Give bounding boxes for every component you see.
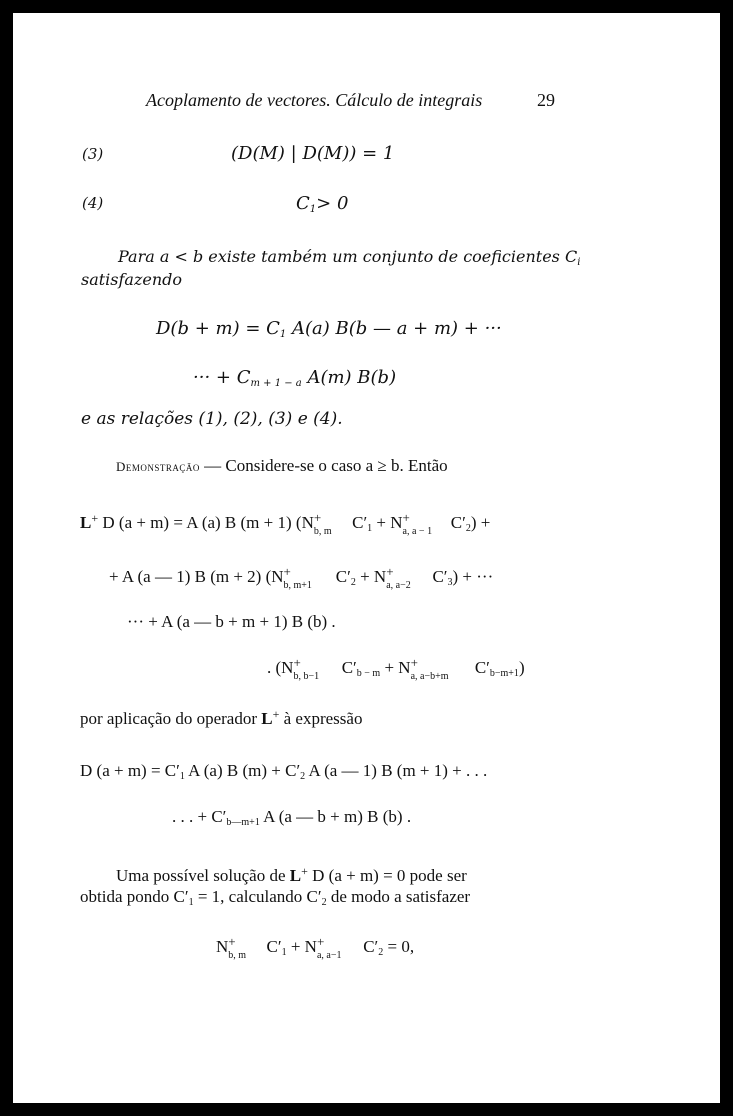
paragraph-3-line-1: Uma possível solução de L+ D (a + m) = 0 pode ser: [116, 864, 467, 885]
equation-label-3: (3): [82, 145, 104, 163]
equation-d-a-m-line-2: . . . + $C'_{b—m+1}$ A (a — b + m) B (b) .: [172, 807, 412, 828]
equation-4: $C_1> 0$: [296, 193, 349, 215]
equation-d-b-m-line-2: ··· + $C_{m + 1 - a}$ A(m) B(b): [193, 367, 397, 389]
paragraph-1-line-2: satisfazendo: [81, 270, 183, 289]
demonstration-line: Demonstração — Considere-se o caso a ≥ b. Então: [116, 456, 448, 475]
paragraph-1-line-1: Para a < b existe também um conjunto de coeficientes $C_i$: [118, 247, 581, 268]
demonstration-label: Demonstração: [116, 459, 200, 474]
equation-label-4: (4): [82, 194, 104, 212]
book-page: [13, 13, 720, 1103]
equation-d-a-m-line-1: D $(a + m) = C'_1$ A (a) B $(m) + C'_2$ A (a — 1) B (m + 1) + . . .: [80, 761, 488, 782]
paragraph-2: por aplicação do operador L+ à expressão: [80, 707, 363, 728]
equation-3: (D(M) | D(M)) = 1: [231, 143, 395, 164]
equation-l-plus-line-3: ··· + A (a — b + m + 1) B (b) .: [127, 612, 336, 631]
equation-n-c-zero: N + b, m $C'_1 + N$ + a, a−1 $C'_2 = 0$,: [216, 934, 415, 961]
running-title: Acoplamento de vectores. Cálculo de integrais: [146, 90, 483, 110]
equation-d-b-m-line-1: $D(b + m) = C_1$ A(a) B(b — a + m) + ···: [156, 318, 502, 340]
equation-l-plus-line-4: . (N + b, b−1 $C'_{b - m} + N$ + a, a−b+m $C'_{b-m+1}$): [267, 655, 525, 682]
paragraph-3-line-2: obtida pondo $C'_1 = 1$, calculando $C'_2$ de modo a satisfazer: [80, 887, 471, 908]
page-number: 29: [537, 90, 555, 110]
equation-l-plus-line-2: + A (a — 1) B (m + 2) (N + b, m+1 $C'_2 + N$ + a, a−2 $C'_3$) + ···: [109, 564, 494, 591]
equation-l-plus-line-1: L+ D (a + m) = A (a) B (m + 1) (N + b, m $C'_1 + N$ + a, a − 1 $C'_2$) +: [80, 510, 491, 538]
relations-line: e as relações (1), (2), (3) e (4).: [81, 409, 343, 429]
